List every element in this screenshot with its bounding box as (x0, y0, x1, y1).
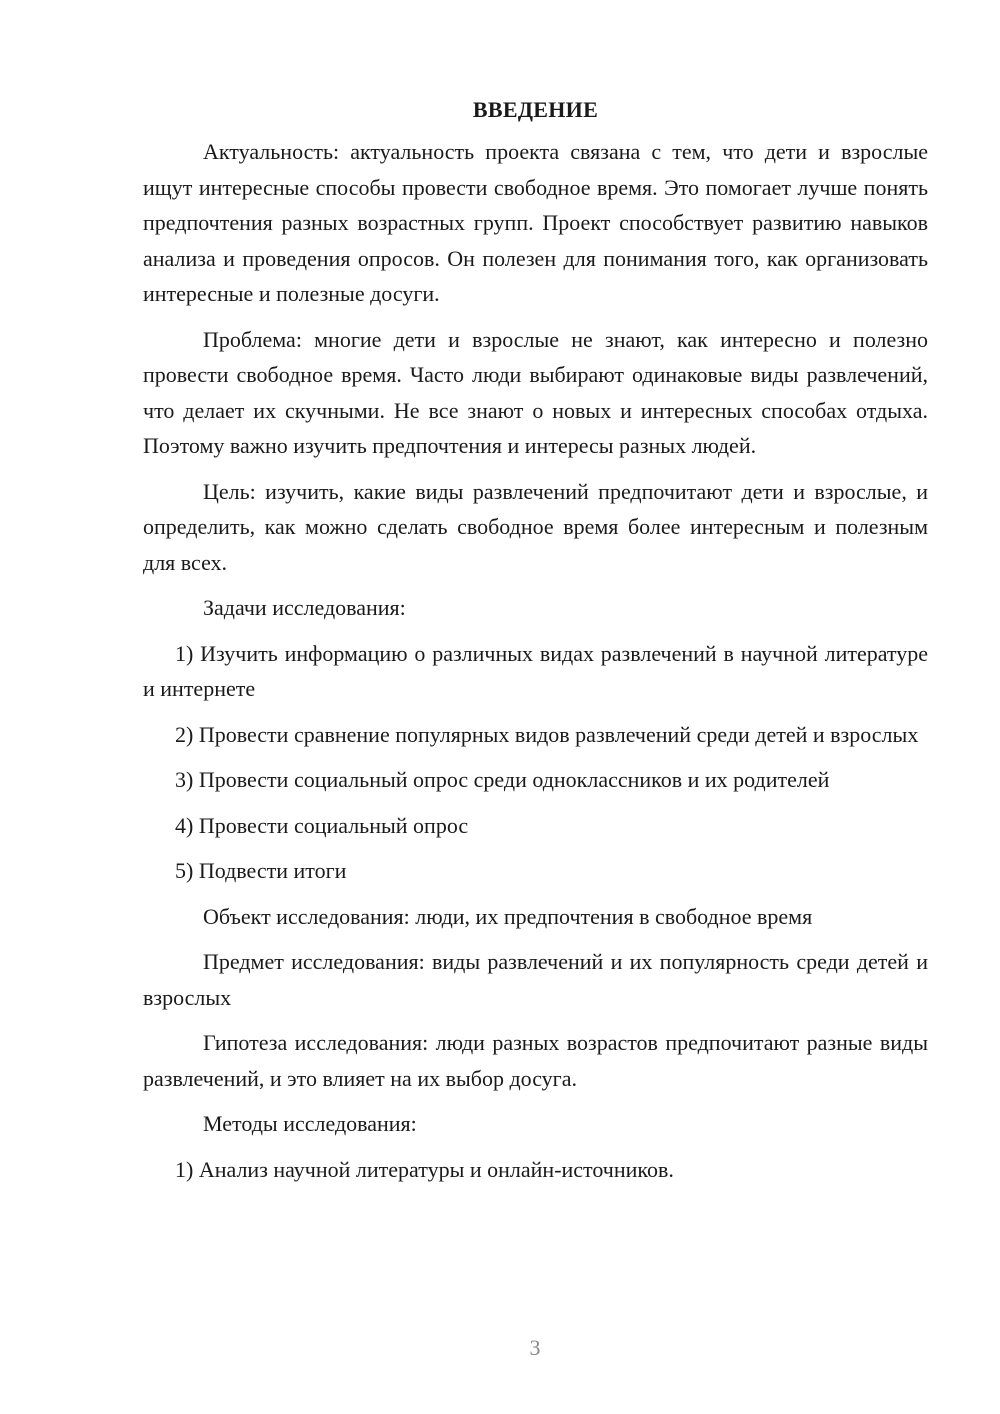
page-number: 3 (529, 1335, 541, 1360)
section-title: ВВЕДЕНИЕ (472, 97, 599, 122)
task-item: 1) Изучить информацию о различных видах развлечений в научной литературе и интернете (143, 640, 928, 701)
paragraph-relevance: Актуальность: актуальность проекта связана с тем, что дети и взрослые ищут интересные способы провести свободное время. Это помогает лучше понять предпочтения разных возрастных групп. Проект способствует развитию навыков анализа и проведения опросов. Он полезен для понимания того, как организовать интересные и полезные досуги. (143, 139, 928, 306)
paragraph-object: Объект исследования: люди, их предпочтения в свободное время (203, 903, 813, 929)
paragraph-subject: Предмет исследования: виды развлечений и их популярность среди детей и взрослых (143, 949, 928, 1010)
document-page (143, 92, 928, 1197)
paragraph-goal: Цель: изучить, какие виды развлечений предпочитают дети и взрослые, и определить, как можно сделать свободное время более интересным и полезным для всех. (143, 478, 928, 575)
paragraph-problem: Проблема: многие дети и взрослые не знают, как интересно и полезно провести свободное время. Часто люди выбирают одинаковые виды развлечений, что делает их скучными. Не все знают о новых и интересных способах отдыха. Поэтому важно изучить предпочтения и интересы разных людей. (143, 326, 928, 458)
method-item: 1) Анализ научной литературы и онлайн-источников. (175, 1156, 674, 1182)
paragraph-methods-heading: Методы исследования: (203, 1111, 417, 1136)
task-item: 5) Подвести итоги (175, 858, 347, 883)
paragraph-hypothesis: Гипотеза исследования: люди разных возрастов предпочитают разные виды развлечений, и это влияет на их выбор досуга. (143, 1030, 928, 1091)
paragraph-tasks-heading: Задачи исследования: (203, 595, 406, 620)
task-item: 2) Провести сравнение популярных видов развлечений среди детей и взрослых (175, 721, 919, 747)
task-item: 3) Провести социальный опрос среди одноклассников и их родителей (175, 767, 830, 792)
task-item: 4) Провести социальный опрос (175, 812, 469, 838)
